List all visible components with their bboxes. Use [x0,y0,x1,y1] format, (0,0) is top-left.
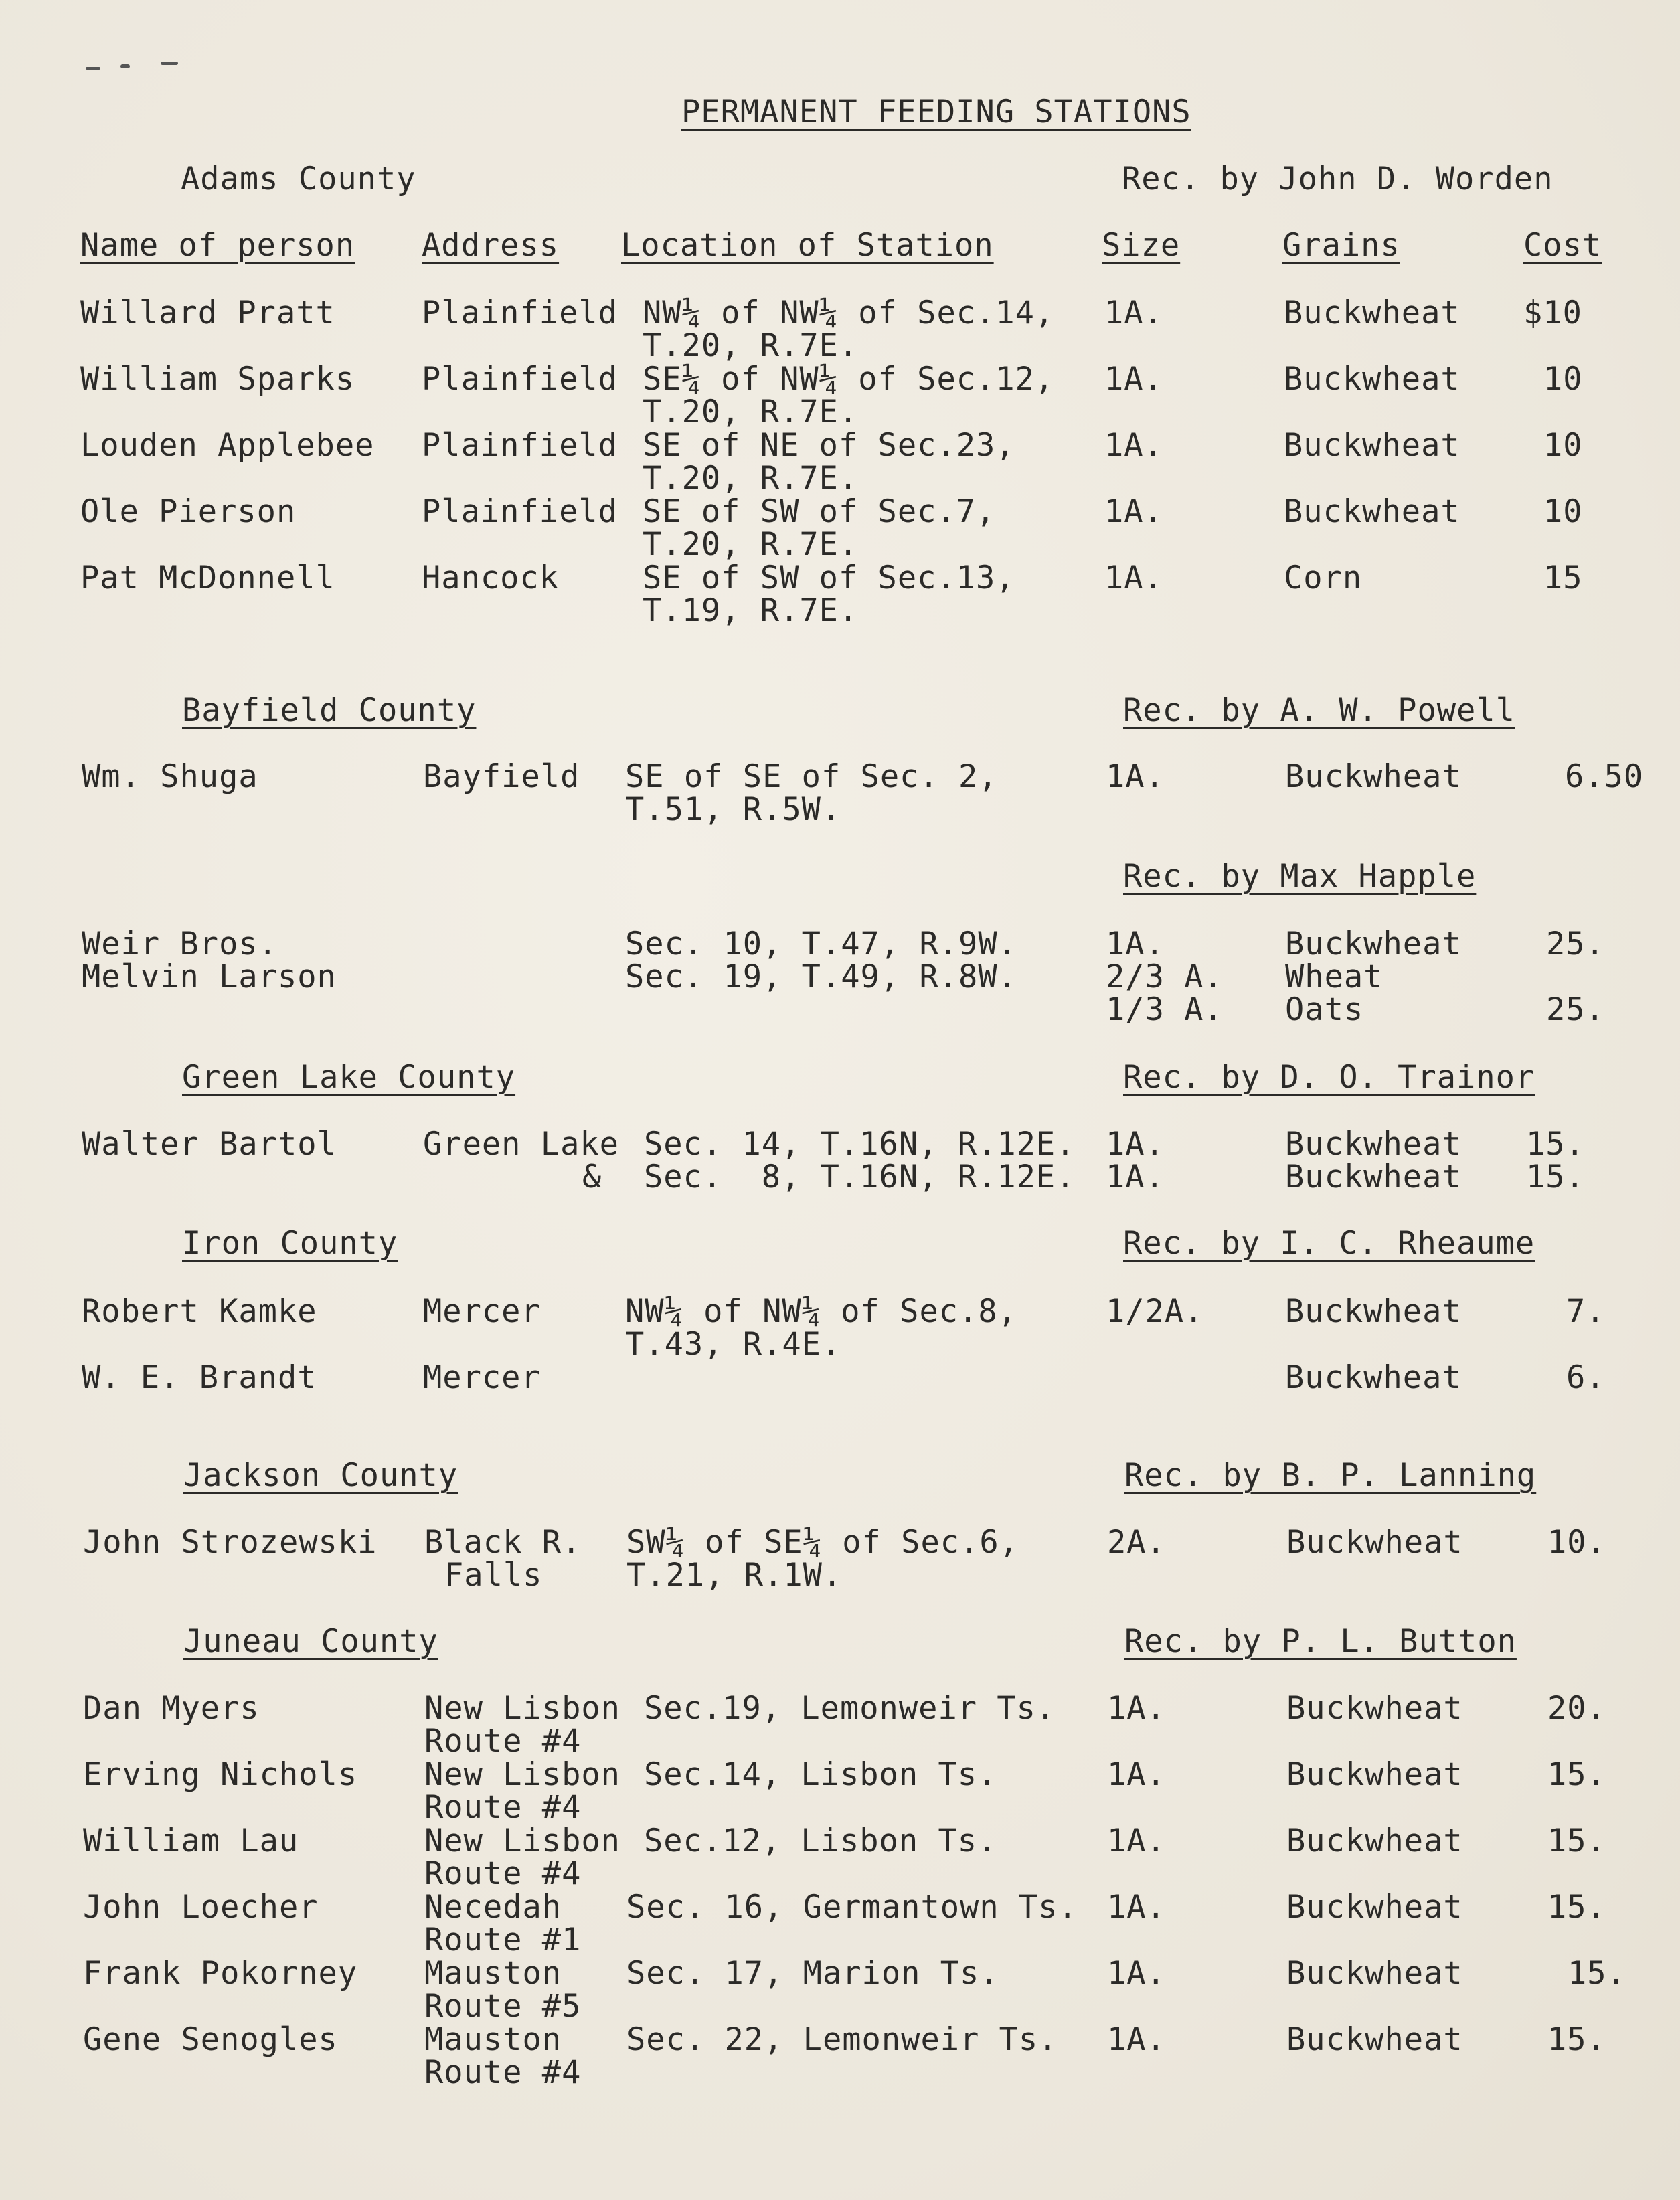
cost: $10 [1523,294,1582,331]
location: Sec. 17, Marion Ts. [626,1955,999,1992]
person-name: Pat McDonnell [80,560,335,596]
address: New Lisbon [424,1823,620,1859]
address-line2: Route #4 [424,2054,582,2091]
cost: 15. [1547,1823,1606,1859]
address: Hancock [422,560,560,596]
stray-mark [161,62,178,65]
location: Sec. 10, T.47, R.9W. [625,926,1017,962]
location-line2: T.51, R.5W. [625,791,841,828]
person-name: Louden Applebee [80,427,375,464]
location: SE¼ of NW¼ of Sec.12, [643,361,1055,398]
recorder: Rec. by I. C. Rheaume [1123,1225,1535,1262]
size: 1A. [1104,493,1163,530]
size: 1A. [1106,1126,1165,1163]
column-header-name: Name of person [80,227,355,264]
location-line2: T.20, R.7E. [643,526,859,563]
address: Mercer [423,1359,541,1396]
page-title: PERMANENT FEEDING STATIONS [681,94,1191,131]
location: SE of NE of Sec.23, [643,427,1015,464]
person-name: John Loecher [83,1889,319,1926]
address: Plainfield [422,294,618,331]
recorder: Rec. by P. L. Button [1124,1623,1517,1660]
location: SE of SW of Sec.7, [643,493,996,530]
address: Mercer [423,1293,541,1330]
person-name: Melvin Larson [82,958,337,995]
location: NW¼ of NW¼ of Sec.8, [625,1293,1017,1330]
size: 1A. [1106,926,1165,962]
cost: 10 [1543,493,1583,530]
grain: Buckwheat [1284,294,1460,331]
person-name: Ole Pierson [80,493,297,530]
recorder: Rec. by D. O. Trainor [1123,1059,1535,1096]
stray-mark [120,64,130,68]
cost: 6.50 [1565,758,1644,795]
cost: 25. [1546,991,1605,1028]
grain: Buckwheat [1286,1756,1463,1793]
grain: Buckwheat [1284,361,1460,398]
location: Sec. 14, T.16N, R.12E. [644,1126,1076,1163]
address-line2: Route #4 [424,1855,582,1892]
recorder: Rec. by Max Happle [1123,858,1477,895]
location: SW¼ of SE¼ of Sec.6, [626,1524,1019,1561]
size: 1A. [1107,2021,1166,2058]
column-header-address: Address [422,227,560,264]
grain: Corn [1284,560,1363,596]
person-name: Walter Bartol [82,1126,337,1163]
cost: 15. [1526,1126,1585,1163]
size: 1A. [1107,1955,1166,1992]
grain: Buckwheat [1285,1359,1462,1396]
person-name: Wm. Shuga [82,758,258,795]
grain: Buckwheat [1286,1690,1463,1727]
grain: Buckwheat [1285,1126,1462,1163]
person-name: Dan Myers [83,1690,260,1727]
address-line2: Route #4 [424,1723,582,1760]
address: Bayfield [423,758,580,795]
address: Green Lake [423,1126,619,1163]
grain: Buckwheat [1286,1823,1463,1859]
location: SE of SE of Sec. 2, [625,758,998,795]
county-heading: Bayfield County [182,692,477,729]
person-name: W. E. Brandt [82,1359,317,1396]
grain: Wheat [1285,958,1383,995]
recorder: Rec. by John D. Worden [1122,161,1553,197]
location: SE of SW of Sec.13, [643,560,1015,596]
size: 1A. [1107,1823,1166,1859]
county-heading: Jackson County [183,1457,458,1494]
address-line2: Route #4 [424,1789,582,1826]
column-header-cost: Cost [1523,227,1602,264]
grain: Buckwheat [1284,427,1460,464]
column-header-size: Size [1102,227,1181,264]
size-line2: 1/3 A. [1106,991,1224,1028]
cost: 15 [1543,560,1583,596]
cost: 7. [1566,1293,1606,1330]
address: Black R. [424,1524,582,1561]
address-line2: Route #1 [424,1922,582,1958]
size: 2A. [1107,1524,1166,1561]
grain: Buckwheat [1286,1889,1463,1926]
size: 1/2A. [1106,1293,1204,1330]
cost: 15. [1547,2021,1606,2058]
person-name: Erving Nichols [83,1756,358,1793]
size-line2: 1A. [1106,1159,1165,1195]
location: Sec.19, Lemonweir Ts. [644,1690,1056,1727]
address: Plainfield [422,361,618,398]
recorder: Rec. by B. P. Lanning [1124,1457,1537,1494]
cost-line2: 15. [1526,1159,1585,1195]
column-header-grains: Grains [1282,227,1400,264]
grain: Buckwheat [1284,493,1460,530]
address: Plainfield [422,427,618,464]
recorder: Rec. by A. W. Powell [1123,692,1515,729]
person-name: William Sparks [80,361,355,398]
location-line2: T.19, R.7E. [643,592,859,629]
address: Plainfield [422,493,618,530]
grain-line2: Oats [1285,991,1364,1028]
address: New Lisbon [424,1756,620,1793]
address: Necedah [424,1889,562,1926]
location: Sec.14, Lisbon Ts. [644,1756,997,1793]
cost: 20. [1547,1690,1606,1727]
size: 1A. [1104,294,1163,331]
grain: Buckwheat [1286,1955,1463,1992]
grain: Buckwheat [1286,2021,1463,2058]
cost: 15. [1547,1756,1606,1793]
size: 2/3 A. [1106,958,1224,995]
location-line2: T.20, R.7E. [643,460,859,497]
county-heading: Juneau County [183,1623,438,1660]
location: Sec.12, Lisbon Ts. [644,1823,997,1859]
cost: 10. [1547,1524,1606,1561]
grain: Buckwheat [1286,1524,1463,1561]
location: NW¼ of NW¼ of Sec.14, [643,294,1055,331]
cost: 15. [1568,1955,1626,1992]
address: Mauston [424,1955,562,1992]
column-header-location: Location of Station [621,227,994,264]
address: Mauston [424,2021,562,2058]
person-name: John Strozewski [83,1524,377,1561]
location-line2: T.43, R.4E. [625,1326,841,1363]
person-name: William Lau [83,1823,299,1859]
cost: 6. [1566,1359,1606,1396]
address-line2: Route #5 [424,1988,582,2025]
cost: 25. [1546,926,1605,962]
location-line2: T.20, R.7E. [643,394,859,430]
location: Sec. 19, T.49, R.8W. [625,958,1017,995]
grain: Buckwheat [1285,926,1462,962]
address-line2: Falls [444,1557,543,1594]
cost: 10 [1543,427,1583,464]
county-heading: Adams County [181,161,416,197]
size: 1A. [1106,758,1165,795]
person-name: Gene Senogles [83,2021,338,2058]
person-name: Weir Bros. [82,926,278,962]
location: Sec. 22, Lemonweir Ts. [626,2021,1058,2058]
size: 1A. [1107,1889,1166,1926]
county-heading: Iron County [182,1225,398,1262]
size: 1A. [1107,1690,1166,1727]
person-name: Frank Pokorney [83,1955,358,1992]
person-name: Willard Pratt [80,294,335,331]
county-heading: Green Lake County [182,1059,516,1096]
location-line2: T.20, R.7E. [643,327,859,364]
location-line2: T.21, R.1W. [626,1557,843,1594]
cost: 15. [1547,1889,1606,1926]
grain-line2: Buckwheat [1285,1159,1462,1195]
location: Sec. 16, Germantown Ts. [626,1889,1078,1926]
grain: Buckwheat [1285,758,1462,795]
location-line2: Sec. 8, T.16N, R.12E. [644,1159,1076,1195]
size: 1A. [1104,427,1163,464]
person-name: Robert Kamke [82,1293,317,1330]
cost: 10 [1543,361,1583,398]
grain: Buckwheat [1285,1293,1462,1330]
stray-mark [86,67,100,70]
size: 1A. [1104,560,1163,596]
address: New Lisbon [424,1690,620,1727]
ampersand: & [582,1159,602,1195]
size: 1A. [1104,361,1163,398]
size: 1A. [1107,1756,1166,1793]
